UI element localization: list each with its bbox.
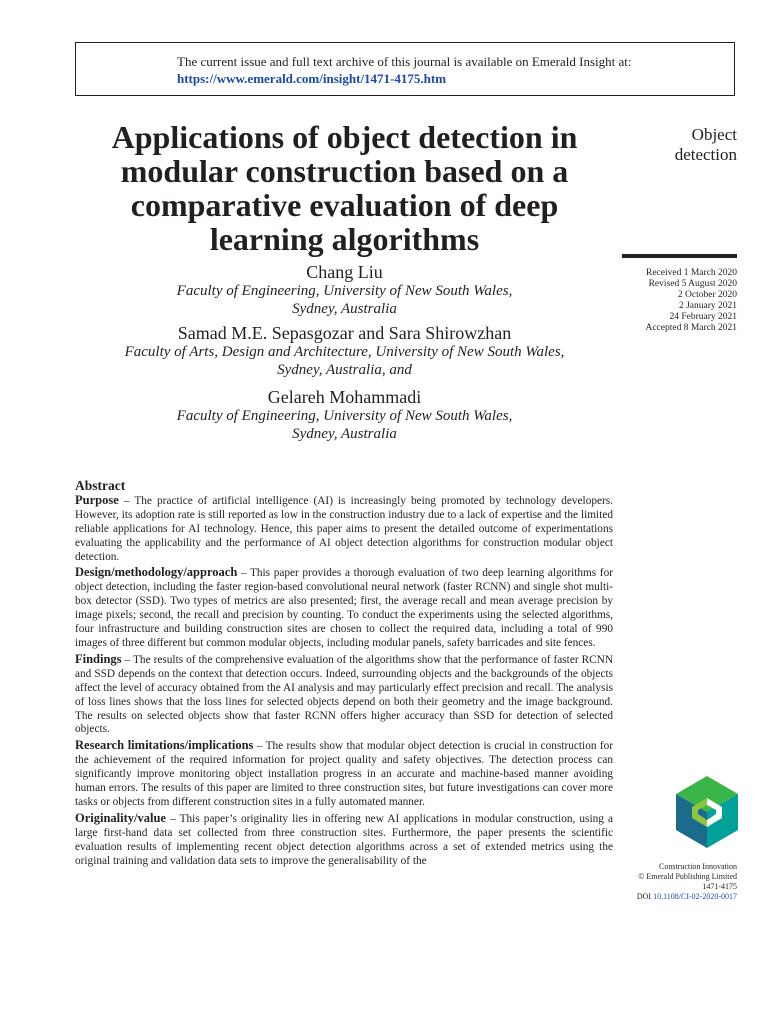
author-affiliation: Faculty of Engineering, University of New South Wales, [176, 283, 513, 299]
date-revised-4: 24 February 2021 [669, 312, 737, 322]
author-block-1 [72, 262, 617, 318]
abstract-section-purpose [75, 494, 613, 565]
section-label: Purpose [75, 492, 119, 507]
date-revised: Revised 5 August 2020 [648, 279, 737, 289]
author-affiliation-location: Sydney, Australia [292, 426, 397, 442]
abstract-section-originality [75, 812, 613, 869]
doi-label: DOI [636, 892, 652, 901]
author-affiliation-location: Sydney, Australia [292, 301, 397, 317]
section-label: Originality/value [75, 810, 166, 825]
abstract-section-limitations [75, 739, 613, 810]
section-text: – The practice of artificial intelligence (AI) is increasingly being promoted by technology developers. However, its adoption rate is still reported as low in the construction industry due to a lack of expertise and the limited reliable applications for AI technology. Hence, this paper aims to present the detailed outcome of experimentations evaluating the applicability and the performance of AI object detection algorithms for construction modular object detection. [75, 494, 613, 563]
side-divider [622, 254, 737, 258]
issn: 1471-4175 [702, 882, 737, 891]
doi-line [622, 892, 737, 902]
author-block-2 [72, 323, 617, 379]
date-received: Received 1 March 2020 [645, 268, 737, 278]
author-name: Gelareh Mohammadi [267, 387, 422, 407]
publisher: © Emerald Publishing Limited [638, 872, 737, 881]
author-name: Samad M.E. Sepasgozar and Sara Shirowzhan [177, 323, 512, 343]
date-revised-3: 2 January 2021 [678, 301, 737, 311]
abstract-heading: Abstract [75, 478, 126, 493]
abstract-section-design [75, 566, 613, 650]
date-revised-2: 2 October 2020 [677, 290, 737, 300]
section-text: – This paper’s originality lies in offering new AI applications in modular construction, using a large first-hand data set collected from three construction sites. Furthermore, the paper presents the scientific evaluation results of implementing recent object detection algorithms across a set of extended metrics using the original training and validation data sets to improve the generalisability of the [75, 812, 613, 867]
abstract [75, 479, 613, 870]
section-text: – This paper provides a thorough evaluation of two deep learning algorithms for object detection, including the faster region-based convolutional neural network (faster RCNN) and single shot multi-box detector (SSD). Two types of metrics are also presented; first, the average recall and mean average precision by image pixels; second, the recall and precision by counting. To conduct the experiments using the selected algorithms, four infrastructure and building construction sites are chosen to collect the required data, including a total of 990 images of three different but common modular objects, including modular panels, safety barricades and site fences. [75, 567, 613, 649]
journal-url-link[interactable]: https://www.emerald.com/insight/1471-4175.htm [177, 71, 447, 86]
author-block-3 [72, 387, 617, 443]
journal-info [622, 862, 737, 902]
notice-text: The current issue and full text archive of this journal is available on Emerald Insight at: [177, 54, 632, 69]
section-label: Findings [75, 651, 122, 666]
journal-notice-box [75, 42, 735, 96]
section-text: – The results show that modular object detection is crucial in construction for the achievement of the required information for project quality and safety objectives. The detection process can significantly improve monitoring object installation progress in an accurate and machine-based manner avoiding human errors. The results of this paper are limited to three construction sites, but future investigations can cover more tasks or objects from different construction sites in a fully automated manner. [75, 740, 614, 808]
paper-title: Applications of object detection in modular construction based on a comparative evaluation of deep learning algorithms [111, 119, 578, 257]
section-label: Design/methodology/approach [75, 565, 238, 580]
running-head-line2: detection [674, 145, 737, 164]
abstract-section-findings [75, 653, 613, 737]
author-name: Chang Liu [306, 262, 383, 282]
emerald-logo-icon [676, 776, 738, 848]
section-text: – The results of the comprehensive evaluation of the algorithms show that the performance of faster RCNN and SSD depends on the context that detection occurs. Indeed, surrounding objects and the backgrounds of the objects affect the level of accuracy obtained from the AI analysis and may particularly effect precision and recall. The analysis of loss lines shows that the loss lines for selected objects depend on both their geometry and the image background. The results on selected objects show that faster RCNN offers higher accuracy than SSD for detection of selected objects. [75, 653, 613, 736]
author-affiliation: Faculty of Arts, Design and Architecture, University of New South Wales, [124, 344, 565, 360]
submission-dates [622, 268, 737, 334]
author-affiliation-location: Sydney, Australia, and [277, 362, 412, 378]
doi-link[interactable]: 10.1108/CI-02-2020-0017 [653, 892, 737, 901]
date-accepted: Accepted 8 March 2021 [645, 323, 737, 333]
running-head [625, 125, 737, 165]
running-head-line1: Object [691, 125, 737, 144]
section-label: Research limitations/implications [75, 738, 254, 753]
journal-name: Construction Innovation [659, 862, 737, 871]
author-affiliation: Faculty of Engineering, University of New South Wales, [176, 408, 513, 424]
